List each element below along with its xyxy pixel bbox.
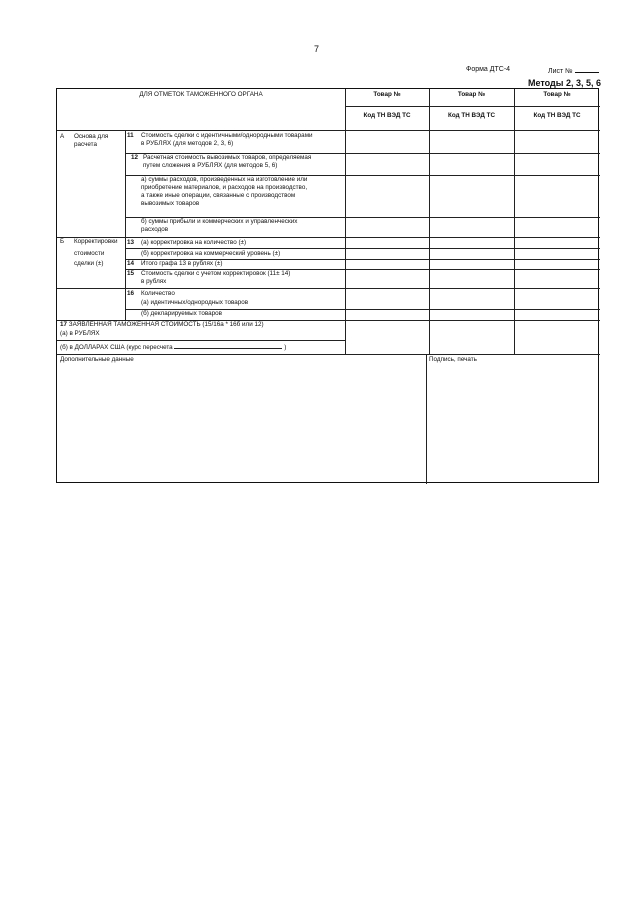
hs-code-1: Код ТН ВЭД ТС — [363, 112, 411, 119]
sheet-label — [548, 66, 599, 75]
signature-label: Подпись, печать — [429, 356, 477, 363]
row-16a: (а) идентичных/однородных товаров — [141, 299, 249, 306]
row-15-number: 15 — [127, 270, 135, 277]
row-12-number: 12 — [131, 154, 139, 161]
row-11-line-2: в РУБЛЯХ (для методов 2, 3, 6) — [141, 140, 234, 147]
section-a-letter: А — [60, 133, 65, 140]
row-12a-line-4: вывозимых товаров — [141, 200, 200, 207]
section-b-letter: Б — [60, 238, 65, 245]
row-14-number: 14 — [127, 260, 135, 267]
row-17b-prefix: (б) в ДОЛЛАРАХ США (курс пересчета — [60, 344, 173, 351]
row-12a-line-1: а) суммы расходов, произведенных на изготовление или — [141, 176, 308, 183]
customs-marks-header: ДЛЯ ОТМЕТОК ТАМОЖЕННОГО ОРГАНА — [139, 91, 263, 98]
row-11-number: 11 — [127, 132, 134, 139]
row-16-number: 16 — [127, 290, 135, 297]
row-17b — [60, 342, 286, 352]
row-12a-line-2: приобретение материалов, и расходов на производство, — [141, 184, 308, 191]
goods-number-1: Товар № — [373, 91, 401, 98]
section-a-title-1: Основа для — [74, 133, 109, 140]
row-16b: (б) декларируемых товаров — [141, 310, 222, 317]
row-13b: (б) корректировка на коммерческий уровень (±) — [141, 250, 281, 257]
row-16-line-1: Количество — [141, 290, 175, 297]
row-12-line-2: путем сложения в РУБЛЯХ (для методов 5, 6) — [143, 162, 278, 169]
section-b-title-2: стоимости — [74, 250, 105, 257]
row-17-title — [60, 321, 264, 329]
row-15-line-1: Стоимость сделки с учетом корректировок (11± 14) — [141, 270, 291, 277]
section-a-title-2: расчета — [74, 141, 97, 148]
page-number: 7 — [314, 44, 320, 54]
row-11-line-1: Стоимость сделки с идентичными/однородными товарами — [141, 132, 313, 139]
sheet-label-text: Лист № — [548, 68, 573, 75]
row-12a-line-3: а также иные операции, связанные с производством — [141, 192, 296, 199]
row-12b-line-1: б) суммы прибыли и коммерческих и управленческих — [141, 218, 298, 225]
additional-data-label: Дополнительные данные — [60, 356, 134, 363]
row-17-text: ЗАЯВЛЕННАЯ ТАМОЖЕННАЯ СТОИМОСТЬ (15/16а * 16б или 12) — [68, 321, 264, 328]
form-label: Форма ДТС-4 — [466, 66, 511, 73]
row-12b-line-2: расходов — [141, 226, 169, 233]
row-17a: (а) в РУБЛЯХ — [60, 330, 100, 337]
dts4-form-table — [56, 88, 599, 483]
goods-number-3: Товар № — [543, 91, 571, 98]
row-13-number: 13 — [127, 239, 135, 246]
exchange-rate-field[interactable] — [174, 342, 282, 349]
row-17-number: 17 — [60, 321, 68, 328]
methods-label: Методы 2, 3, 5, 6 — [528, 78, 601, 88]
sheet-number-field[interactable] — [575, 66, 599, 73]
row-13a: (а) корректировка на количество (±) — [141, 239, 247, 246]
row-17b-suffix: ) — [284, 344, 287, 351]
hs-code-2: Код ТН ВЭД ТС — [448, 112, 495, 119]
row-15-line-2: в рублях — [141, 278, 167, 285]
goods-number-2: Товар № — [457, 91, 486, 98]
row-14: Итого графа 13 в рублях (±) — [141, 260, 223, 267]
hs-code-3: Код ТН ВЭД ТС — [533, 112, 581, 119]
section-b-title-3: сделки (±) — [74, 260, 104, 267]
section-b-title-1: Корректировки — [74, 238, 118, 245]
row-12-line-1: Расчетная стоимость вывозимых товаров, определяемая — [143, 154, 312, 161]
